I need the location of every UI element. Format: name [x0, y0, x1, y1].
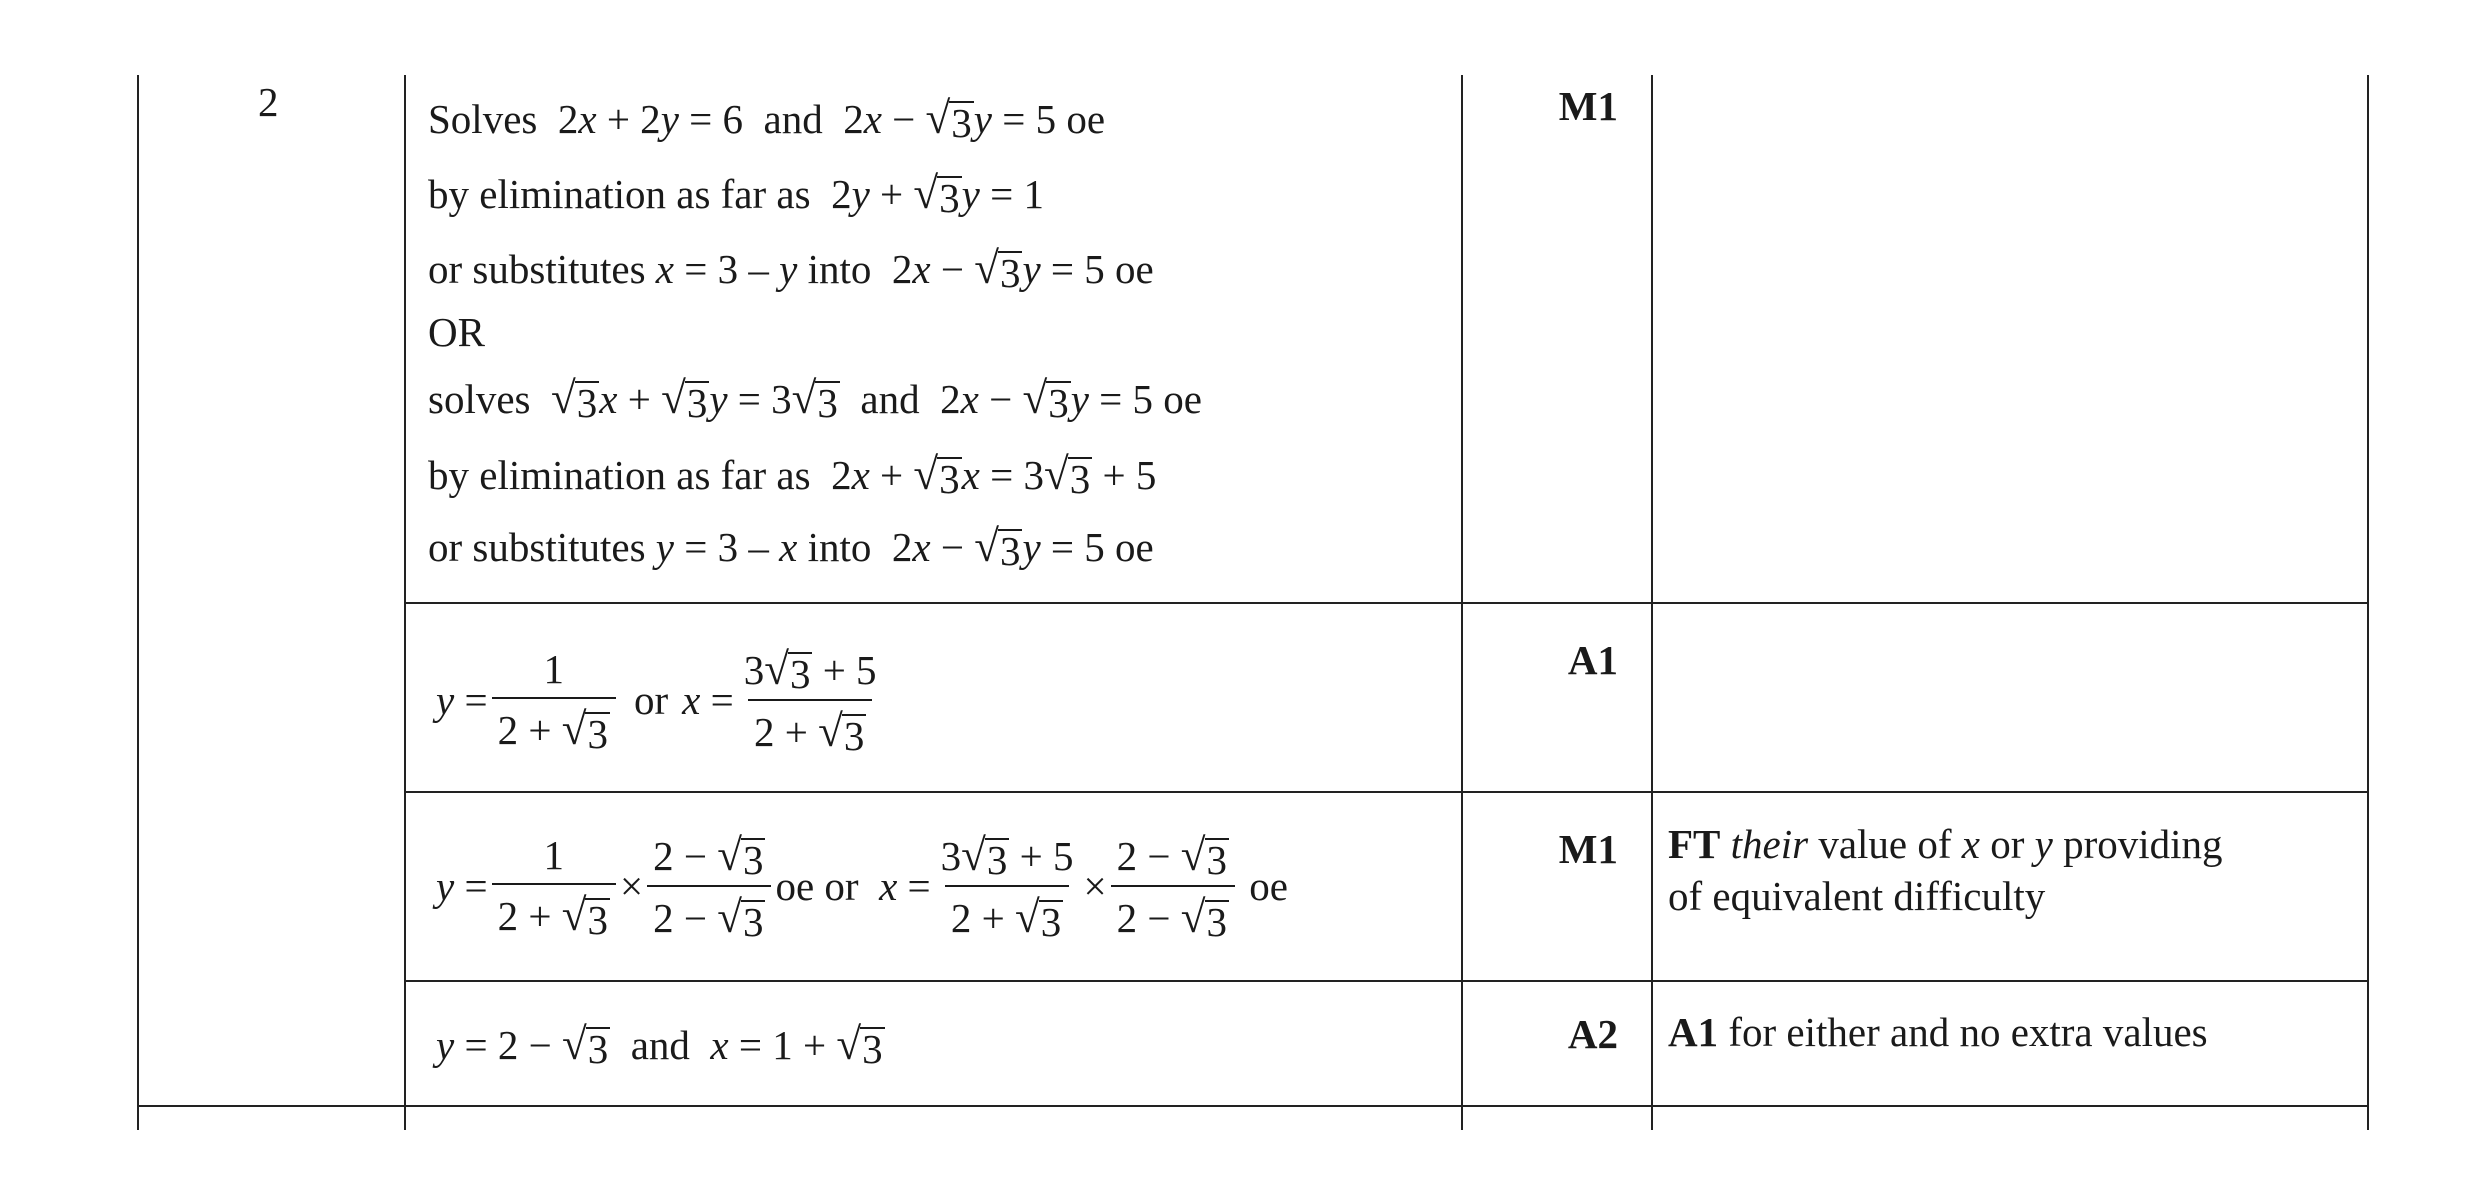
answer-line-2: by elimination as far as 2y + √ 3 y = 1 [428, 168, 1044, 221]
fraction-conjugate-y: 2 − √ 3 2 − √ 3 [647, 829, 771, 943]
fraction-x-base: 3 √ 3 + 5 2 + √ 3 [940, 830, 1074, 945]
mark-row-4: A2 [1567, 1011, 1618, 1057]
mark-row-2: A1 [1567, 637, 1618, 683]
fraction-y: 1 2 + √ 3 [492, 645, 616, 755]
table-border-left [137, 75, 139, 1130]
answer-line-6: by elimination as far as 2x + √ 3 x = 3 √ 3 + 5 [428, 449, 1157, 502]
fraction-y-base: 1 2 + √ 3 [492, 831, 616, 941]
answer-fraction-line: y = 1 2 + √ 3 or x = 3 √ 3 + 5 2 + √ 3 [436, 640, 887, 760]
answer-line-or: OR [428, 309, 485, 355]
mark-row-3: M1 [1558, 826, 1618, 872]
note-row-3 [1668, 818, 2223, 922]
answer-final-line: y = 2 − √ 3 and x = 1 + √ 3 [436, 1019, 883, 1072]
mark-row-1: M1 [1558, 83, 1618, 129]
note-row-3-line-2: of equivalent difficulty [1668, 873, 2046, 919]
row-divider-1 [404, 602, 2369, 604]
fraction-conjugate-x: 2 − √ 3 2 − √ 3 [1111, 829, 1235, 943]
answer-line-5: solves √ 3 x + √ 3 y = 3 √ 3 and 2x − √ 3 y = 5 oe [428, 373, 1202, 426]
answer-line-7: or substitutes y = 3 – x into 2x − √ 3 y = 5 oe [428, 521, 1154, 574]
answer-rationalise-line: y = 1 2 + √ 3 × 2 − √ 3 2 − √ 3 oe or x = 3 √ 3 + 5 2 + √ 3 × 2 − √ 3 2 − √ 3 oe [436, 830, 1288, 945]
answer-line-1: Solves 2x + 2y = 6 and 2x − √ 3 y = 5 oe [428, 93, 1106, 146]
note-row-4: A1 for either and no extra values [1668, 1009, 2208, 1055]
answer-line-3: or substitutes x = 3 – y into 2x − √ 3 y = 5 oe [428, 243, 1154, 296]
fraction-x: 3 √ 3 + 5 2 + √ 3 [743, 644, 877, 759]
row-divider-bottom [137, 1105, 2369, 1107]
note-row-3-line-1: FT their value of x or y providing [1668, 821, 2223, 867]
question-number: 2 [258, 79, 279, 125]
row-divider-3 [404, 980, 2369, 982]
row-divider-2 [404, 791, 2369, 793]
